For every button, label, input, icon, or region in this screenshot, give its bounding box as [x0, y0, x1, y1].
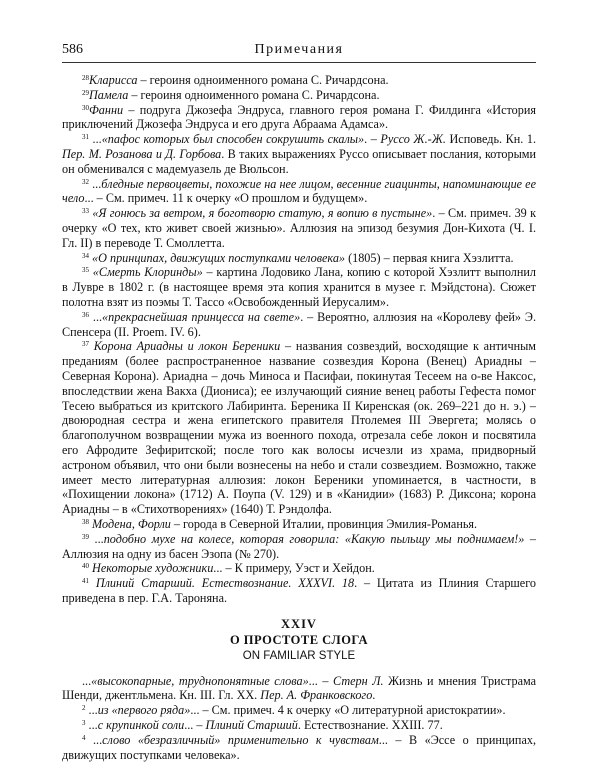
italic-text: Руссо Ж.-Ж.	[380, 132, 446, 147]
note-text: – названия созвездий, восходящие к античным преданиям (более распространенное название созвездия Корона (Венец) Ариадны – Северная Корона). Ариадна – дочь Миноса и Пасифаи, покинутая Тесеем на о-ве Наксос, впоследствии жена Вакха (Диониса); ее излучающий сияние венец работы Гефеста помог Тесею выбраться из критского Лабиринта. Береника II Киренская (ок. 269–221 до н. э.) – двоюродная сестра и жена египетского правителя Птолемея III Эвергета; молясь о благополучном возвращении мужа из военного похода, отрезала себе локон и посвятила его Афродите Зефиритской; после того как волосы исчезли из храма, придворный астроном объявил, что они были вознесены на небо и стали созвездием. Возможно, также имеет место литературная аллюзия: локон Береники упоминается, в частности, в «Похищении локона» (1712) А. Поупа (V. 129) и в «Канидии» (1683) Р. Диксона; корона Ариадны – в «Стихотворениях» (1640) Т. Рэндолфа.	[62, 339, 536, 517]
footnote-number: 38	[82, 517, 89, 526]
note-text: . Естествознание. XXIII. 77.	[297, 718, 443, 733]
note-text: . – Цитата из Плиния Старшего приведена в пер. Г.А. Тароняна.	[62, 576, 536, 605]
italic-text: Плиний Старший. Естествознание. XXXVI. 18	[95, 576, 355, 591]
footnote-number: 3	[82, 719, 86, 728]
footnote	[62, 103, 536, 133]
note-text: (1805) – первая книга Хэзлитта.	[345, 250, 514, 265]
note-text: ... – См. примеч. 4 к очерку «О литературной аристократии».	[190, 703, 506, 718]
footnote-number: 36	[82, 310, 89, 319]
footnote	[62, 339, 536, 517]
footnote	[62, 674, 536, 704]
notes-list-xxiv	[62, 674, 536, 763]
footnote-number: 4	[82, 733, 86, 742]
italic-text: подобно мухе на колесе, которая говорила: «Какую пыльщу мы поднимаем!»	[103, 531, 525, 546]
italic-text: «Я гонюсь за ветром, я боготворю статую, я вопию в пустыне»	[92, 206, 433, 221]
footnote-number: 41	[82, 577, 89, 586]
note-text: ...	[89, 309, 103, 324]
footnote-number: 34	[82, 251, 89, 260]
footnote	[62, 561, 536, 576]
italic-text: Стерн Л.	[333, 673, 384, 688]
footnote	[62, 88, 536, 103]
footnote	[62, 73, 536, 88]
footnote	[62, 132, 536, 176]
note-text: – героиня одноименного романа С. Ричардсона.	[128, 87, 380, 102]
note-text: ... – В «Эссе о принципах, движущих поступками человека».	[62, 732, 537, 762]
italic-text: «Смерть Клоринды»	[92, 265, 203, 280]
note-text: ...	[85, 718, 98, 733]
chapter-number: XXIV	[281, 616, 317, 631]
note-text: – города в Северной Италии, провинция Эмилия-Романья.	[170, 516, 478, 531]
italic-text: Плиний Старший	[205, 718, 298, 733]
italic-text: Памела	[89, 87, 129, 102]
footnote-number: 37	[82, 340, 89, 349]
chapter-subtitle: ON FAMILIAR STYLE	[242, 649, 356, 662]
page-header	[62, 38, 536, 63]
note-text	[89, 576, 96, 590]
italic-text: бледные первоцветы, похожие на нее лицом, весенние гиацинты, напоминающие ее чело	[62, 176, 537, 206]
note-text: ...	[89, 176, 102, 191]
footnote	[62, 251, 536, 266]
italic-text: «пафос которых был способен сокрушить скалы»	[101, 132, 365, 147]
italic-text: Кларисса	[89, 73, 138, 87]
italic-text: Некоторые художники	[92, 561, 214, 576]
footnote-number: 29	[82, 88, 89, 97]
footnote-number: 40	[82, 562, 89, 571]
note-text: ... –	[308, 673, 334, 688]
note-text: ...	[82, 673, 92, 688]
footnote	[62, 265, 536, 309]
note-text: .	[372, 688, 376, 703]
footnote	[62, 718, 536, 733]
note-text: ... –	[184, 718, 206, 733]
footnote-number: 39	[82, 532, 89, 541]
footnote	[62, 532, 536, 562]
footnote	[62, 733, 536, 763]
italic-text: «О принципах, движущих поступками человека»	[92, 250, 346, 265]
running-title: Примечания	[254, 42, 344, 57]
footnote	[62, 206, 536, 250]
footnote	[62, 703, 536, 718]
italic-text: Модена, Форли	[92, 516, 171, 531]
note-text: ... – К примеру, Уэст и Хейдон.	[213, 561, 375, 576]
italic-text: Корона Ариадны и локон Береники	[93, 339, 281, 354]
chapter-title: О ПРОСТОТЕ СЛОГА	[229, 632, 369, 647]
note-text: ...	[85, 732, 103, 747]
italic-text: «прекраснейшая принцесса на свете»	[102, 309, 301, 324]
note-text: – подруга Джозефа Эндруса, главного героя романа Г. Филдинга «История приключений Джозефа Эндруса и его друга Абраама Адамса».	[62, 102, 536, 132]
italic-text: Пер. М. Розанова и Д. Горбова	[62, 146, 222, 161]
italic-text: с крупинкой соли	[97, 718, 185, 733]
note-text: ...	[85, 703, 98, 718]
chapter-heading	[62, 616, 536, 664]
footnote-number: 35	[82, 266, 89, 275]
notes-list-xxiii	[62, 73, 536, 606]
note-text: Жизнь и мнения Тристрама Шенди, джентльмена. Кн. III. Гл. XX.	[62, 673, 537, 703]
italic-text: Фанни	[89, 102, 124, 117]
note-text: . – См. примеч. 39 к очерку «О тех, кто живет своей жизнью». Аллюзия на эпизод безумия Дон-Кихота (Ч. I. Гл. II) в переводе Т. Смоллетта.	[62, 206, 536, 250]
note-text: ...	[89, 531, 104, 546]
note-text: ...	[89, 132, 102, 147]
footnote	[62, 310, 536, 340]
footnote-number: 30	[82, 103, 89, 112]
footnote-number: 33	[82, 207, 89, 216]
notes-body	[62, 73, 536, 762]
italic-text: из «первого ряда»	[97, 703, 191, 718]
footnote	[62, 517, 536, 532]
note-text: . – Вероятно, аллюзия на «Королеву фей» Э. Спенсера (II. Proem. IV. 6).	[62, 309, 537, 339]
footnote	[62, 177, 536, 207]
note-text: – Аллюзия на одну из басен Эзопа (№ 270).	[62, 531, 537, 561]
note-text: – героиня одноименного романа С. Ричардсона.	[137, 73, 389, 87]
footnote-number: 31	[82, 133, 89, 142]
note-text: – картина Лодовико Лана, копию с которой Хэзлитт выполнил в Лувре в 1802 г. (в настоящее время эта копия хранится в музее г. Мэйдстона). Сюжет полотна взят из поэмы Т. Тассо «Освобожденный Иерусалим».	[62, 265, 536, 309]
note-text: Исповедь. Кн. 1.	[445, 132, 537, 147]
footnote-number: 28	[82, 74, 89, 82]
page-number: 586	[62, 42, 83, 57]
italic-text: «высокопарные, труднопонятные слова»	[91, 673, 309, 688]
footnote	[62, 576, 536, 606]
italic-text: слово «безразличный» применительно к чувствам	[102, 732, 379, 747]
note-text: . В таких выражениях Руссо описывает послания, которыми он обменивался с мадемуазель де Вюльсон.	[62, 146, 536, 176]
note-text: ... – См. примеч. 11 к очерку «О прошлом и будущем».	[84, 191, 368, 206]
note-text: . –	[364, 132, 381, 147]
footnote-number: 2	[82, 704, 86, 713]
italic-text: Пер. А. Франковского	[260, 688, 373, 703]
footnote-number: 32	[82, 177, 89, 186]
